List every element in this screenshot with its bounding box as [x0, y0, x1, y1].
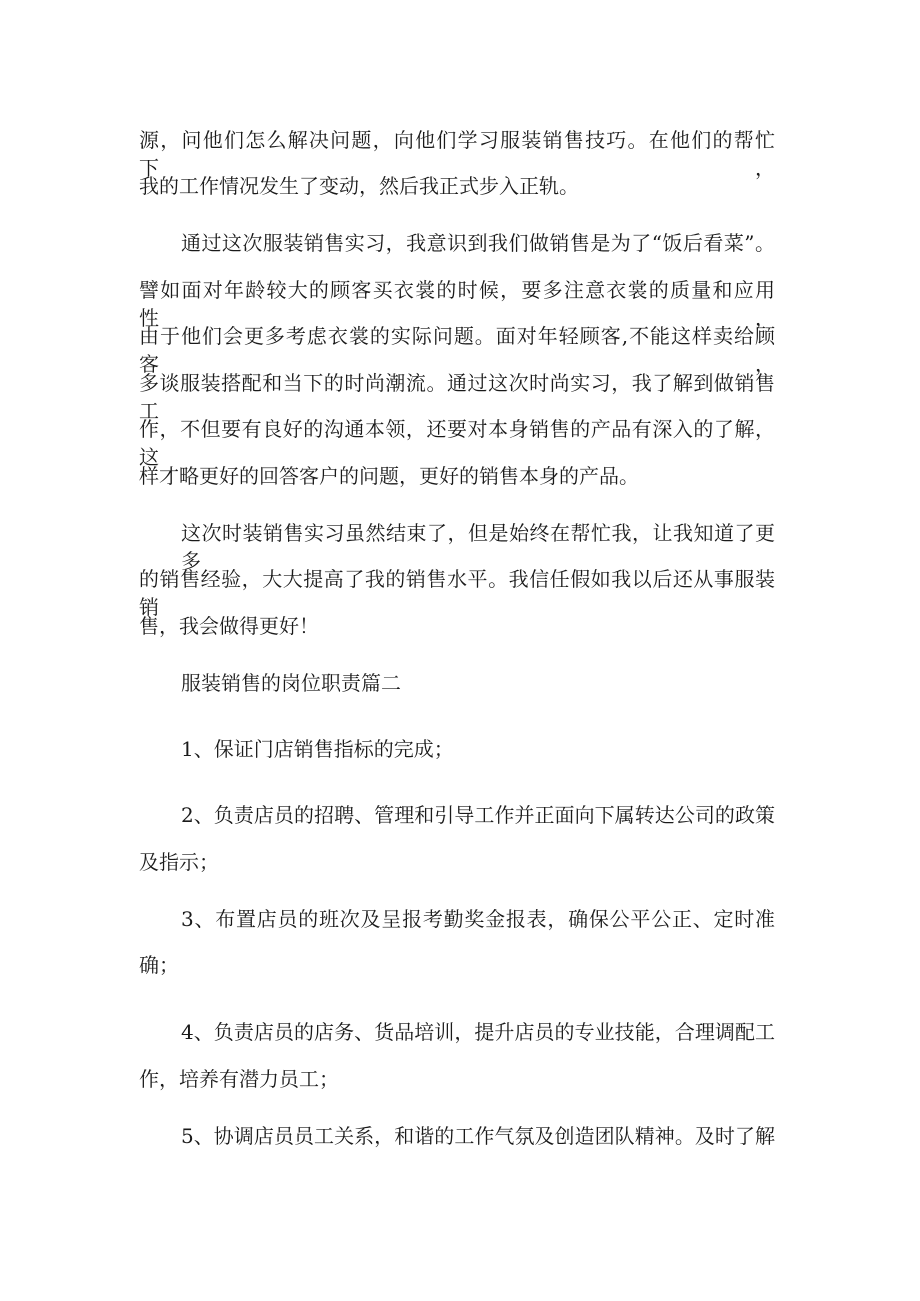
text-line: 源，问他们怎么解决问题，向他们学习服装销售技巧。在他们的帮忙下， — [139, 128, 775, 180]
list-item: 4、负责店员的店务、货品培训，提升店员的专业技能，合理调配工 — [181, 1020, 775, 1044]
text-line: 售，我会做得更好！ — [139, 614, 319, 638]
text-line: 由于他们会更多考虑衣裳的实际问题。面对年轻顾客,不能这样卖给顾客， — [139, 324, 775, 376]
text-line: 作，不但要有良好的沟通本领，还要对本身销售的产品有深入的了解，这 — [139, 417, 775, 469]
list-item: 2、负责店员的招聘、管理和引导工作并正面向下属转达公司的政策 — [181, 803, 775, 827]
list-item-continuation: 确； — [139, 953, 179, 977]
section-heading: 服装销售的岗位职责篇二 — [181, 671, 401, 695]
list-item-continuation: 及指示； — [139, 850, 219, 874]
text-line: 通过这次服装销售实习，我意识到我们做销售是为了“饭后看菜”。 — [181, 231, 775, 255]
text-line: 多谈服装搭配和当下的时尚潮流。通过这次时尚实习，我了解到做销售工 — [139, 371, 775, 423]
list-item-continuation: 作，培养有潜力员工； — [139, 1067, 339, 1091]
text-line: 我的工作情况发生了变动，然后我正式步入正轨。 — [139, 174, 579, 198]
list-item: 1、保证门店销售指标的完成； — [181, 737, 454, 761]
list-item: 3、布置店员的班次及呈报考勤奖金报表，确保公平公正、定时准 — [181, 907, 775, 931]
text-line: 样才略更好的回答客户的问题，更好的销售本身的产品。 — [139, 464, 639, 488]
text-line: 这次时装销售实习虽然结束了，但是始终在帮忙我，让我知道了更多 — [181, 521, 775, 573]
text-line: 譬如面对年龄较大的顾客买衣裳的时候，要多注意衣裳的质量和应用性， — [139, 278, 775, 330]
list-item: 5、协调店员员工关系，和谐的工作气氛及创造团队精神。及时了解 — [181, 1124, 775, 1148]
text-line: 的销售经验，大大提高了我的销售水平。我信任假如我以后还从事服装销 — [139, 567, 775, 619]
